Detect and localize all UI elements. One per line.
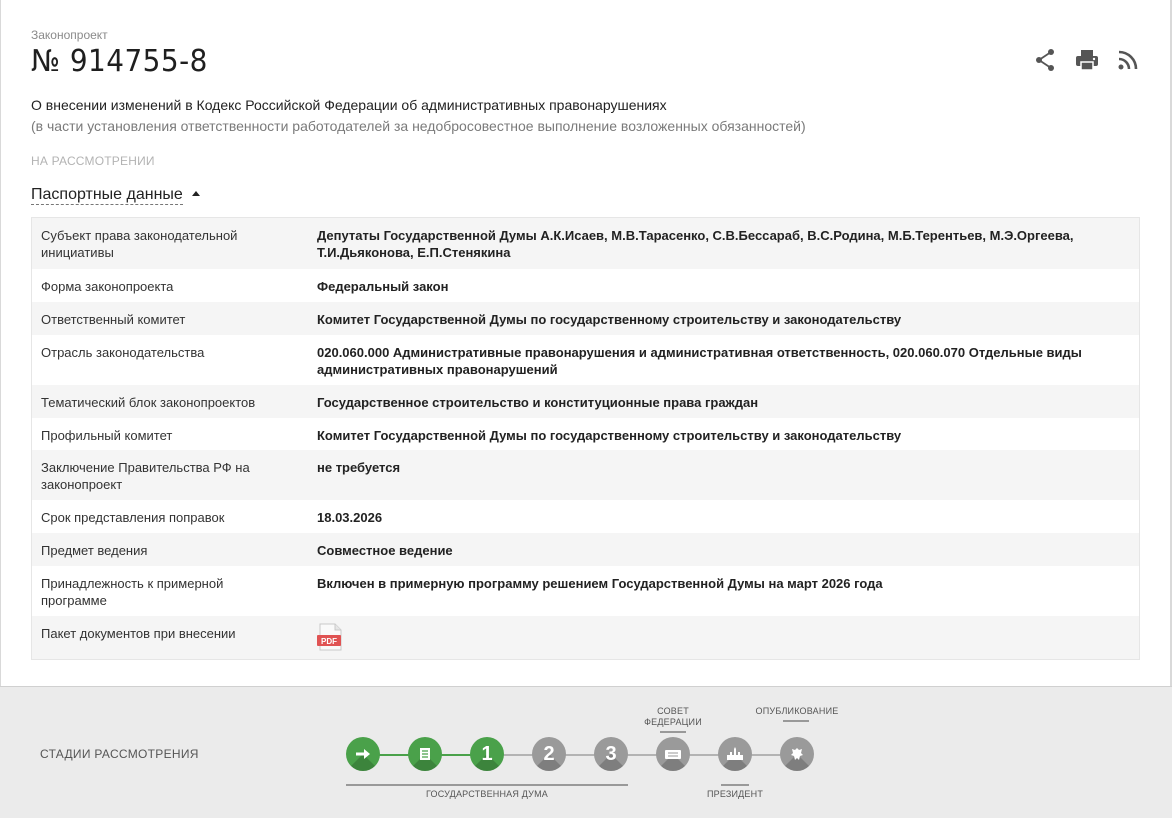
row-key: Субъект права законодательной инициативы <box>41 228 238 260</box>
row-value: 18.03.2026 <box>317 510 383 525</box>
row-value: Комитет Государственной Думы по государственному строительству и законодательству <box>317 428 902 443</box>
stage-preliminary[interactable] <box>408 737 442 771</box>
caret-up-icon <box>192 191 200 196</box>
stage-reading-3[interactable] <box>594 737 628 771</box>
table-row <box>32 566 1139 616</box>
document-icon <box>417 746 433 762</box>
row-value: Совместное ведение <box>317 543 453 558</box>
table-row <box>32 533 1139 566</box>
arrow-right-icon <box>355 746 371 762</box>
stage-reading-1[interactable] <box>470 737 504 771</box>
stage-federation-council[interactable] <box>656 737 690 771</box>
row-value: Депутаты Государственной Думы А.К.Исаев, М.В.Тарасенко, С.В.Бессараб, В.С.Родина, М.Б.Терентьев, М.Э.Оргеева, Т.И.Дьяконова, Е.П.Стенякина <box>317 228 1074 260</box>
stage-number: 2 <box>543 742 555 765</box>
row-value: Государственное строительство и конституционные права граждан <box>317 395 759 410</box>
president-bracket <box>721 784 749 786</box>
bill-subtitle: (в части установления ответственности работодателей за недобросовестное выполнение возложенных обязанностей) <box>31 118 806 134</box>
council-icon <box>664 747 682 761</box>
rss-icon[interactable] <box>1116 48 1140 72</box>
stage-reading-2[interactable] <box>532 737 566 771</box>
frame-left-border <box>0 0 1 686</box>
status-badge: НА РАССМОТРЕНИИ <box>31 154 155 168</box>
president-caption: ПРЕЗИДЕНТ <box>706 789 764 799</box>
row-value: Комитет Государственной Думы по государственному строительству и законодательству <box>317 312 902 327</box>
emblem-icon <box>789 746 805 762</box>
passport-toggle-label: Паспортные данные <box>31 186 183 203</box>
row-value: Федеральный закон <box>317 279 449 294</box>
stages-title: СТАДИИ РАССМОТРЕНИЯ <box>40 747 199 761</box>
council-caption <box>636 706 710 728</box>
stages-panel <box>0 686 1172 818</box>
table-row <box>32 500 1139 533</box>
row-key: Срок представления поправок <box>41 510 225 525</box>
stage-president[interactable] <box>718 737 752 771</box>
duma-bracket <box>346 784 628 786</box>
passport-table <box>31 217 1140 660</box>
table-row <box>32 418 1139 450</box>
stage-introduction[interactable] <box>346 737 380 771</box>
bill-title: О внесении изменений в Кодекс Российской Федерации об административных правонарушениях <box>31 97 667 113</box>
stage-number: 1 <box>481 742 493 765</box>
council-caption-line1: СОВЕТ <box>657 706 689 716</box>
table-row <box>32 269 1139 302</box>
duma-caption: ГОСУДАРСТВЕННАЯ ДУМА <box>425 789 548 799</box>
pdf-label: PDF <box>321 637 337 646</box>
row-key: Предмет ведения <box>41 543 148 558</box>
row-key: Профильный комитет <box>41 428 173 443</box>
publication-caption: ОПУБЛИКОВАНИЕ <box>755 706 839 716</box>
row-key: Пакет документов при внесении <box>41 626 236 641</box>
table-row <box>32 450 1139 500</box>
stage-number: 3 <box>605 742 617 765</box>
row-key: Принадлежность к примерной программе <box>41 576 224 608</box>
bill-label: Законопроект <box>31 28 108 42</box>
stage-publication[interactable] <box>780 737 814 771</box>
toolbar <box>1034 48 1144 72</box>
row-key: Ответственный комитет <box>41 312 186 327</box>
passport-toggle[interactable] <box>31 186 200 204</box>
table-row <box>32 616 1139 659</box>
print-icon[interactable] <box>1075 48 1099 72</box>
publication-bracket <box>783 720 809 722</box>
row-value: 020.060.000 Административные правонарушения и административная ответственность, 020.060.070 Отдельные виды административных правонарушений <box>317 345 1082 377</box>
pdf-icon[interactable] <box>317 623 343 651</box>
row-value: не требуется <box>317 460 401 475</box>
share-icon[interactable] <box>1034 48 1058 72</box>
table-row <box>32 335 1139 385</box>
kremlin-icon <box>726 747 744 761</box>
table-row <box>32 302 1139 335</box>
row-key: Тематический блок законопроектов <box>41 395 256 410</box>
row-value: Включен в примерную программу решением Государственной Думы на март 2026 года <box>317 576 883 591</box>
council-caption-line2: ФЕДЕРАЦИИ <box>644 717 702 727</box>
table-row <box>32 218 1139 269</box>
council-bracket <box>660 731 686 733</box>
row-key: Заключение Правительства РФ на законопроект <box>41 460 250 492</box>
bill-number: № 914755-8 <box>31 44 208 79</box>
table-row <box>32 385 1139 418</box>
row-key: Отрасль законодательства <box>41 345 205 360</box>
row-key: Форма законопроекта <box>41 279 174 294</box>
